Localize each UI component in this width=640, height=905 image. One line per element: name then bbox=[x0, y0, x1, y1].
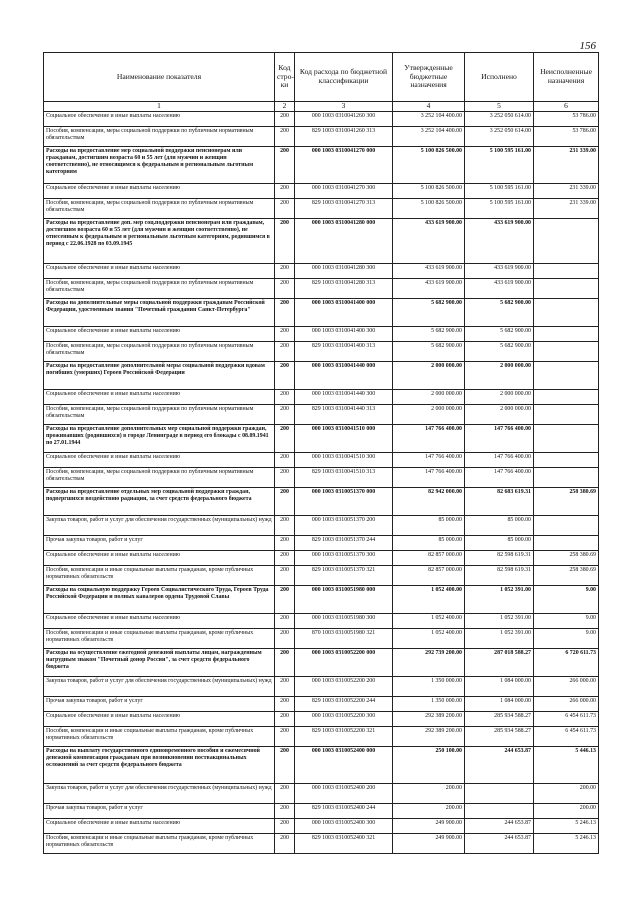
classification-code-cell: 000 1003 0310041280 000 bbox=[295, 219, 393, 264]
classification-code-cell: 000 1003 0310052400 300 bbox=[295, 819, 393, 834]
classification-code-cell: 829 1003 0310041280 313 bbox=[295, 279, 393, 299]
indicator-name-cell: Социальное обеспечение и иные выплаты населению bbox=[44, 712, 275, 727]
line-code-cell: 200 bbox=[275, 488, 295, 516]
line-code-cell: 200 bbox=[275, 362, 295, 390]
header-line-code: Код стро-ки bbox=[275, 53, 295, 102]
indicator-name-cell: Социальное обеспечение и иные выплаты населению bbox=[44, 551, 275, 566]
classification-code-cell: 829 1003 0310041260 313 bbox=[295, 127, 393, 147]
header-class-code: Код расхода по бюджетной классификации bbox=[295, 53, 393, 102]
approved-amount-cell: 433 619 900.00 bbox=[393, 219, 465, 264]
line-code-cell: 200 bbox=[275, 219, 295, 264]
approved-amount-cell: 82 857 000.00 bbox=[393, 551, 465, 566]
classification-code-cell: 000 1003 0310041440 000 bbox=[295, 362, 393, 390]
unexecuted-amount-cell: 231 339.00 bbox=[534, 199, 599, 219]
unexecuted-amount-cell: 266 000.00 bbox=[534, 677, 599, 697]
table-row bbox=[44, 804, 599, 819]
table-row bbox=[44, 390, 599, 405]
line-code-cell: 200 bbox=[275, 516, 295, 536]
approved-amount-cell: 147 766 400.00 bbox=[393, 453, 465, 468]
indicator-name-cell: Расходы на предоставление дополнительных мер социальной поддержки граждан, проживавших (родившихся) в городе Ленинграде в период его блокады с 08.09.1941 по 27.01.1944 bbox=[44, 425, 275, 453]
approved-amount-cell: 3 252 104 400.00 bbox=[393, 112, 465, 127]
table-row bbox=[44, 677, 599, 697]
line-code-cell: 200 bbox=[275, 327, 295, 342]
unexecuted-amount-cell: 5 246.13 bbox=[534, 834, 599, 854]
executed-amount-cell: 287 018 588.27 bbox=[465, 649, 534, 677]
line-code-cell: 200 bbox=[275, 199, 295, 219]
table-row bbox=[44, 566, 599, 586]
line-code-cell: 200 bbox=[275, 425, 295, 453]
table-row bbox=[44, 586, 599, 614]
indicator-name-cell: Расходы на предоставление отдельных мер социальной поддержки граждан, подвергшихся воздействию радиации, за счет средств федерального бюджета bbox=[44, 488, 275, 516]
table-row bbox=[44, 784, 599, 804]
approved-amount-cell: 2 000 000.00 bbox=[393, 362, 465, 390]
approved-amount-cell: 200.00 bbox=[393, 804, 465, 819]
column-number: 2 bbox=[275, 102, 295, 112]
approved-amount-cell: 2 000 000.00 bbox=[393, 405, 465, 425]
classification-code-cell: 000 1003 0310052200 000 bbox=[295, 649, 393, 677]
executed-amount-cell: 82 598 619.31 bbox=[465, 566, 534, 586]
unexecuted-amount-cell bbox=[534, 264, 599, 279]
unexecuted-amount-cell: 9.00 bbox=[534, 629, 599, 649]
approved-amount-cell: 249 900.00 bbox=[393, 834, 465, 854]
unexecuted-amount-cell bbox=[534, 342, 599, 362]
table-row bbox=[44, 147, 599, 184]
executed-amount-cell: 1 052 391.00 bbox=[465, 629, 534, 649]
classification-code-cell: 000 1003 0310041400 000 bbox=[295, 299, 393, 327]
unexecuted-amount-cell: 5 246.13 bbox=[534, 819, 599, 834]
approved-amount-cell: 433 619 900.00 bbox=[393, 279, 465, 299]
executed-amount-cell: 5 682 900.00 bbox=[465, 299, 534, 327]
table-row bbox=[44, 551, 599, 566]
column-number: 1 bbox=[44, 102, 275, 112]
classification-code-cell: 000 1003 0310041510 300 bbox=[295, 453, 393, 468]
line-code-cell: 200 bbox=[275, 264, 295, 279]
classification-code-cell: 000 1003 0310052400 200 bbox=[295, 784, 393, 804]
approved-amount-cell: 82 857 000.00 bbox=[393, 566, 465, 586]
table-row bbox=[44, 219, 599, 264]
indicator-name-cell: Пособия, компенсации, меры социальной поддержки по публичным нормативным обязательствам bbox=[44, 342, 275, 362]
table-row bbox=[44, 697, 599, 712]
unexecuted-amount-cell: 258 380.69 bbox=[534, 551, 599, 566]
table-row bbox=[44, 362, 599, 390]
approved-amount-cell: 200.00 bbox=[393, 784, 465, 804]
table-row bbox=[44, 299, 599, 327]
indicator-name-cell: Социальное обеспечение и иные выплаты населению bbox=[44, 112, 275, 127]
executed-amount-cell: 285 934 588.27 bbox=[465, 712, 534, 727]
line-code-cell: 200 bbox=[275, 747, 295, 784]
table-row bbox=[44, 279, 599, 299]
unexecuted-amount-cell bbox=[534, 405, 599, 425]
classification-code-cell: 000 1003 0310051370 300 bbox=[295, 551, 393, 566]
unexecuted-amount-cell: 258 380.69 bbox=[534, 488, 599, 516]
executed-amount-cell: 5 682 900.00 bbox=[465, 342, 534, 362]
executed-amount-cell: 5 100 595 161.00 bbox=[465, 147, 534, 184]
indicator-name-cell: Расходы на предоставление доп. мер соц.поддержки пенсионерам или гражданам, достигшим возраста 60 и 55 лет (для мужчин и женщин соответственно), не отнесенным к федеральным и региональным льготным категориям, родившимся в период с 22.06.1928 по 03.09.1945 bbox=[44, 219, 275, 264]
unexecuted-amount-cell bbox=[534, 299, 599, 327]
line-code-cell: 200 bbox=[275, 712, 295, 727]
approved-amount-cell: 5 100 826 500.00 bbox=[393, 147, 465, 184]
table-row bbox=[44, 536, 599, 551]
classification-code-cell: 829 1003 0310041510 313 bbox=[295, 468, 393, 488]
indicator-name-cell: Расходы на социальную поддержку Героев Социалистического Труда, Героев Труда Российской Федерации и полных кавалеров ордена Трудовой Славы bbox=[44, 586, 275, 614]
column-number: 5 bbox=[465, 102, 534, 112]
classification-code-cell: 829 1003 0310052200 321 bbox=[295, 727, 393, 747]
executed-amount-cell: 147 766 400.00 bbox=[465, 453, 534, 468]
executed-amount-cell: 433 619 900.00 bbox=[465, 264, 534, 279]
executed-amount-cell: 85 000.00 bbox=[465, 536, 534, 551]
executed-amount-cell: 82 598 619.31 bbox=[465, 551, 534, 566]
column-number-row bbox=[44, 102, 599, 112]
executed-amount-cell: 244 653.87 bbox=[465, 819, 534, 834]
unexecuted-amount-cell bbox=[534, 219, 599, 264]
classification-code-cell: 829 1003 0310051370 244 bbox=[295, 536, 393, 551]
unexecuted-amount-cell: 9.00 bbox=[534, 614, 599, 629]
unexecuted-amount-cell: 53 786.00 bbox=[534, 112, 599, 127]
approved-amount-cell: 5 682 900.00 bbox=[393, 327, 465, 342]
header-unexecuted: Неисполненные назначения bbox=[534, 53, 599, 102]
unexecuted-amount-cell bbox=[534, 516, 599, 536]
indicator-name-cell: Закупка товаров, работ и услуг для обеспечения государственных (муниципальных) нужд bbox=[44, 784, 275, 804]
line-code-cell: 200 bbox=[275, 112, 295, 127]
executed-amount-cell: 5 682 900.00 bbox=[465, 327, 534, 342]
indicator-name-cell: Прочая закупка товаров, работ и услуг bbox=[44, 804, 275, 819]
unexecuted-amount-cell bbox=[534, 468, 599, 488]
line-code-cell: 200 bbox=[275, 453, 295, 468]
indicator-name-cell: Социальное обеспечение и иные выплаты населению bbox=[44, 264, 275, 279]
indicator-name-cell: Пособия, компенсации, меры социальной поддержки по публичным нормативным обязательствам bbox=[44, 279, 275, 299]
unexecuted-amount-cell: 266 000.00 bbox=[534, 697, 599, 712]
table-row bbox=[44, 405, 599, 425]
executed-amount-cell: 147 766 400.00 bbox=[465, 425, 534, 453]
indicator-name-cell: Пособия, компенсации, меры социальной поддержки по публичным нормативным обязательствам bbox=[44, 127, 275, 147]
approved-amount-cell: 85 000.00 bbox=[393, 516, 465, 536]
column-number: 4 bbox=[393, 102, 465, 112]
approved-amount-cell: 1 052 400.00 bbox=[393, 614, 465, 629]
line-code-cell: 200 bbox=[275, 536, 295, 551]
executed-amount-cell: 82 683 619.31 bbox=[465, 488, 534, 516]
indicator-name-cell: Пособия, компенсации, меры социальной поддержки по публичным нормативным обязательствам bbox=[44, 468, 275, 488]
classification-code-cell: 000 1003 0310051980 000 bbox=[295, 586, 393, 614]
indicator-name-cell: Социальное обеспечение и иные выплаты населению bbox=[44, 184, 275, 199]
approved-amount-cell: 292 389 200.00 bbox=[393, 712, 465, 727]
table-row bbox=[44, 747, 599, 784]
header-approved: Утвержденные бюджетные назначения bbox=[393, 53, 465, 102]
executed-amount-cell: 1 084 000.00 bbox=[465, 697, 534, 712]
approved-amount-cell: 147 766 400.00 bbox=[393, 468, 465, 488]
page-number: 156 bbox=[579, 40, 596, 52]
indicator-name-cell: Прочая закупка товаров, работ и услуг bbox=[44, 697, 275, 712]
unexecuted-amount-cell: 200.00 bbox=[534, 784, 599, 804]
approved-amount-cell: 82 942 000.00 bbox=[393, 488, 465, 516]
approved-amount-cell: 3 252 104 400.00 bbox=[393, 127, 465, 147]
header-executed: Исполнено bbox=[465, 53, 534, 102]
indicator-name-cell: Расходы на предоставление дополнительной меры социальной поддержки вдовам погибших (умерших) Героев Российской Федерации bbox=[44, 362, 275, 390]
table-row bbox=[44, 727, 599, 747]
unexecuted-amount-cell: 231 339.00 bbox=[534, 147, 599, 184]
table-row bbox=[44, 327, 599, 342]
header-name: Наименование показателя bbox=[44, 53, 275, 102]
executed-amount-cell: 1 084 000.00 bbox=[465, 677, 534, 697]
line-code-cell: 200 bbox=[275, 614, 295, 629]
unexecuted-amount-cell: 6 454 611.73 bbox=[534, 727, 599, 747]
line-code-cell: 200 bbox=[275, 147, 295, 184]
classification-code-cell: 000 1003 0310041280 300 bbox=[295, 264, 393, 279]
unexecuted-amount-cell bbox=[534, 362, 599, 390]
table-row bbox=[44, 127, 599, 147]
unexecuted-amount-cell: 53 786.00 bbox=[534, 127, 599, 147]
executed-amount-cell: 244 653.87 bbox=[465, 747, 534, 784]
executed-amount-cell: 1 052 391.00 bbox=[465, 614, 534, 629]
executed-amount-cell: 244 653.87 bbox=[465, 834, 534, 854]
approved-amount-cell: 5 682 900.00 bbox=[393, 342, 465, 362]
classification-code-cell: 000 1003 0310052200 200 bbox=[295, 677, 393, 697]
indicator-name-cell: Расходы на осуществление ежегодной денежной выплаты лицам, награжденным нагрудным знаком "Почетный донор России", за счет средств федерального бюджета bbox=[44, 649, 275, 677]
approved-amount-cell: 292 389 200.00 bbox=[393, 727, 465, 747]
approved-amount-cell: 5 100 826 500.00 bbox=[393, 199, 465, 219]
table-row bbox=[44, 629, 599, 649]
approved-amount-cell: 433 619 900.00 bbox=[393, 264, 465, 279]
table-row bbox=[44, 264, 599, 279]
column-number: 3 bbox=[295, 102, 393, 112]
line-code-cell: 200 bbox=[275, 184, 295, 199]
classification-code-cell: 000 1003 0310051370 000 bbox=[295, 488, 393, 516]
executed-amount-cell: 1 052 391.00 bbox=[465, 586, 534, 614]
classification-code-cell: 000 1003 0310051370 200 bbox=[295, 516, 393, 536]
table-row bbox=[44, 614, 599, 629]
approved-amount-cell: 85 000.00 bbox=[393, 536, 465, 551]
executed-amount-cell: 147 766 400.00 bbox=[465, 468, 534, 488]
executed-amount-cell bbox=[465, 804, 534, 819]
classification-code-cell: 000 1003 0310052200 300 bbox=[295, 712, 393, 727]
classification-code-cell: 000 1003 0310051980 300 bbox=[295, 614, 393, 629]
approved-amount-cell: 147 766 400.00 bbox=[393, 425, 465, 453]
executed-amount-cell: 285 934 588.27 bbox=[465, 727, 534, 747]
table-row bbox=[44, 649, 599, 677]
executed-amount-cell bbox=[465, 784, 534, 804]
approved-amount-cell: 249 900.00 bbox=[393, 819, 465, 834]
executed-amount-cell: 2 000 000.00 bbox=[465, 362, 534, 390]
table-row bbox=[44, 468, 599, 488]
unexecuted-amount-cell: 200.00 bbox=[534, 804, 599, 819]
approved-amount-cell: 1 350 000.00 bbox=[393, 697, 465, 712]
table-row bbox=[44, 184, 599, 199]
line-code-cell: 200 bbox=[275, 405, 295, 425]
table-row bbox=[44, 112, 599, 127]
classification-code-cell: 829 1003 0310041400 313 bbox=[295, 342, 393, 362]
executed-amount-cell: 2 000 000.00 bbox=[465, 405, 534, 425]
table-row bbox=[44, 425, 599, 453]
indicator-name-cell: Пособия, компенсации, меры социальной поддержки по публичным нормативным обязательствам bbox=[44, 405, 275, 425]
unexecuted-amount-cell: 258 380.69 bbox=[534, 566, 599, 586]
line-code-cell: 200 bbox=[275, 629, 295, 649]
table-row bbox=[44, 488, 599, 516]
indicator-name-cell: Пособия, компенсации и иные социальные выплаты гражданам, кроме публичных нормативных обязательств bbox=[44, 629, 275, 649]
line-code-cell: 200 bbox=[275, 677, 295, 697]
indicator-name-cell: Пособия, компенсации и иные социальные выплаты гражданам, кроме публичных нормативных обязательств bbox=[44, 566, 275, 586]
unexecuted-amount-cell: 9.00 bbox=[534, 586, 599, 614]
executed-amount-cell: 3 252 050 614.00 bbox=[465, 112, 534, 127]
unexecuted-amount-cell bbox=[534, 536, 599, 551]
indicator-name-cell: Социальное обеспечение и иные выплаты населению bbox=[44, 390, 275, 405]
approved-amount-cell: 250 100.00 bbox=[393, 747, 465, 784]
table-row bbox=[44, 516, 599, 536]
approved-amount-cell: 2 000 000.00 bbox=[393, 390, 465, 405]
executed-amount-cell: 85 000.00 bbox=[465, 516, 534, 536]
line-code-cell: 200 bbox=[275, 279, 295, 299]
line-code-cell: 200 bbox=[275, 566, 295, 586]
line-code-cell: 200 bbox=[275, 727, 295, 747]
unexecuted-amount-cell: 6 454 611.73 bbox=[534, 712, 599, 727]
approved-amount-cell: 1 052 400.00 bbox=[393, 586, 465, 614]
table-header-row bbox=[44, 53, 599, 102]
classification-code-cell: 870 1003 0310051980 321 bbox=[295, 629, 393, 649]
table-row bbox=[44, 819, 599, 834]
classification-code-cell: 000 1003 0310041440 300 bbox=[295, 390, 393, 405]
classification-code-cell: 829 1003 0310052400 321 bbox=[295, 834, 393, 854]
classification-code-cell: 000 1003 0310041270 000 bbox=[295, 147, 393, 184]
line-code-cell: 200 bbox=[275, 586, 295, 614]
indicator-name-cell: Социальное обеспечение и иные выплаты населению bbox=[44, 614, 275, 629]
table-row bbox=[44, 342, 599, 362]
indicator-name-cell: Социальное обеспечение и иные выплаты населению bbox=[44, 819, 275, 834]
line-code-cell: 200 bbox=[275, 468, 295, 488]
executed-amount-cell: 5 100 595 161.00 bbox=[465, 184, 534, 199]
classification-code-cell: 000 1003 0310041270 300 bbox=[295, 184, 393, 199]
classification-code-cell: 829 1003 0310041270 313 bbox=[295, 199, 393, 219]
line-code-cell: 200 bbox=[275, 804, 295, 819]
line-code-cell: 200 bbox=[275, 390, 295, 405]
table-row bbox=[44, 199, 599, 219]
indicator-name-cell: Пособия, компенсации, меры социальной поддержки по публичным нормативным обязательствам bbox=[44, 199, 275, 219]
unexecuted-amount-cell: 231 339.00 bbox=[534, 184, 599, 199]
unexecuted-amount-cell bbox=[534, 327, 599, 342]
executed-amount-cell: 3 252 050 614.00 bbox=[465, 127, 534, 147]
indicator-name-cell: Пособия, компенсации и иные социальные выплаты гражданам, кроме публичных нормативных обязательств bbox=[44, 727, 275, 747]
executed-amount-cell: 5 100 595 161.00 bbox=[465, 199, 534, 219]
line-code-cell: 200 bbox=[275, 299, 295, 327]
unexecuted-amount-cell bbox=[534, 390, 599, 405]
indicator-name-cell: Закупка товаров, работ и услуг для обеспечения государственных (муниципальных) нужд bbox=[44, 677, 275, 697]
line-code-cell: 200 bbox=[275, 649, 295, 677]
approved-amount-cell: 1 052 400.00 bbox=[393, 629, 465, 649]
classification-code-cell: 000 1003 0310041260 300 bbox=[295, 112, 393, 127]
indicator-name-cell: Пособия, компенсации и иные социальные выплаты гражданам, кроме публичных нормативных обязательств bbox=[44, 834, 275, 854]
executed-amount-cell: 433 619 900.00 bbox=[465, 279, 534, 299]
line-code-cell: 200 bbox=[275, 834, 295, 854]
line-code-cell: 200 bbox=[275, 342, 295, 362]
line-code-cell: 200 bbox=[275, 784, 295, 804]
table-row bbox=[44, 712, 599, 727]
line-code-cell: 200 bbox=[275, 819, 295, 834]
classification-code-cell: 000 1003 0310041510 000 bbox=[295, 425, 393, 453]
classification-code-cell: 829 1003 0310052200 244 bbox=[295, 697, 393, 712]
unexecuted-amount-cell bbox=[534, 453, 599, 468]
line-code-cell: 200 bbox=[275, 551, 295, 566]
table-row bbox=[44, 834, 599, 854]
indicator-name-cell: Прочая закупка товаров, работ и услуг bbox=[44, 536, 275, 551]
line-code-cell: 200 bbox=[275, 127, 295, 147]
classification-code-cell: 829 1003 0310052400 244 bbox=[295, 804, 393, 819]
classification-code-cell: 829 1003 0310051370 321 bbox=[295, 566, 393, 586]
indicator-name-cell: Расходы на выплату государственного единовременного пособия и ежемесячной денежной компенсации гражданам при возникновении поствакцинальных осложнений за счет средств федерального бюджета bbox=[44, 747, 275, 784]
classification-code-cell: 000 1003 0310041400 300 bbox=[295, 327, 393, 342]
approved-amount-cell: 5 100 826 500.00 bbox=[393, 184, 465, 199]
column-number: 6 bbox=[534, 102, 599, 112]
indicator-name-cell: Закупка товаров, работ и услуг для обеспечения государственных (муниципальных) нужд bbox=[44, 516, 275, 536]
unexecuted-amount-cell: 5 446.13 bbox=[534, 747, 599, 784]
classification-code-cell: 829 1003 0310041440 313 bbox=[295, 405, 393, 425]
executed-amount-cell: 2 000 000.00 bbox=[465, 390, 534, 405]
approved-amount-cell: 292 739 200.00 bbox=[393, 649, 465, 677]
table-row bbox=[44, 453, 599, 468]
indicator-name-cell: Расходы на предоставление мер социальной поддержки пенсионерам или гражданам, достигшим возраста 60 и 55 лет (для мужчин и женщин соответственно), не относящимся к федеральным и региональным льготным категориям bbox=[44, 147, 275, 184]
budget-execution-table bbox=[43, 52, 599, 854]
indicator-name-cell: Социальное обеспечение и иные выплаты населению bbox=[44, 453, 275, 468]
indicator-name-cell: Расходы на дополнительные меры социальной поддержки гражданам Российской Федерации, удостоенным звания "Почетный гражданин Санкт-Петербурга" bbox=[44, 299, 275, 327]
approved-amount-cell: 5 682 900.00 bbox=[393, 299, 465, 327]
approved-amount-cell: 1 350 000.00 bbox=[393, 677, 465, 697]
unexecuted-amount-cell bbox=[534, 425, 599, 453]
executed-amount-cell: 433 619 900.00 bbox=[465, 219, 534, 264]
unexecuted-amount-cell bbox=[534, 279, 599, 299]
line-code-cell: 200 bbox=[275, 697, 295, 712]
classification-code-cell: 000 1003 0310052400 000 bbox=[295, 747, 393, 784]
indicator-name-cell: Социальное обеспечение и иные выплаты населению bbox=[44, 327, 275, 342]
unexecuted-amount-cell: 6 720 611.73 bbox=[534, 649, 599, 677]
